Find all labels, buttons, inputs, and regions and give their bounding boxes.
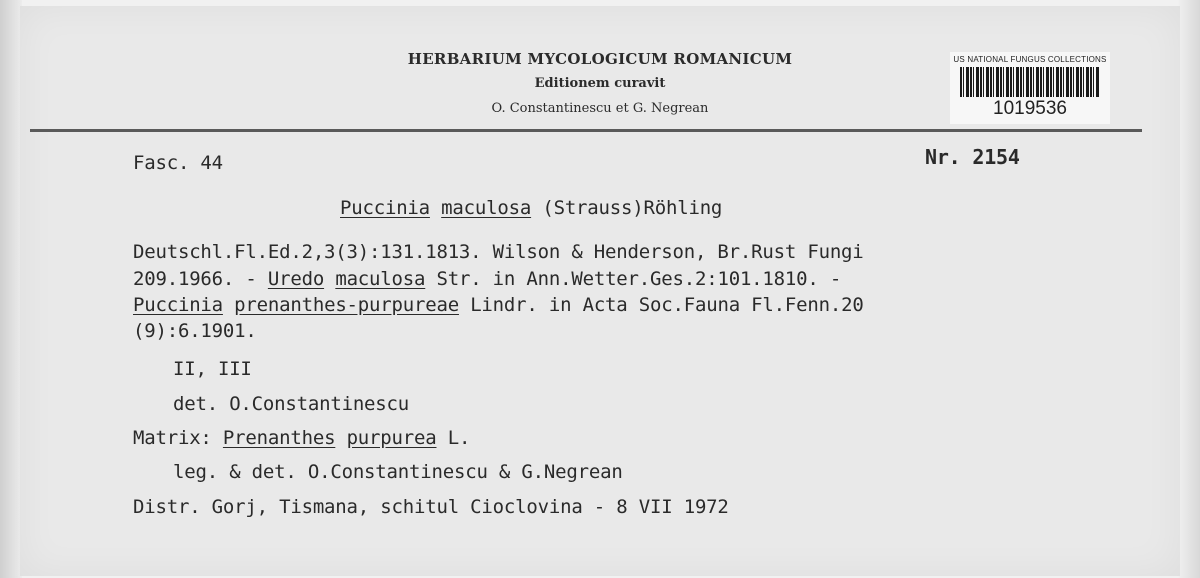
reference-line-2 xyxy=(133,268,841,290)
reference-line-2-suffix: Str. in Ann.Wetter.Ges.2:101.1810. - xyxy=(425,268,842,290)
host-matrix xyxy=(133,427,470,449)
synonym-genus-puccinia: Puccinia xyxy=(133,294,223,316)
spore-stages: II, III xyxy=(173,358,252,380)
species-genus: Puccinia xyxy=(340,197,430,219)
host-epithet: purpurea xyxy=(346,427,437,449)
collector: leg. & det. O.Constantinescu & G.Negrean xyxy=(173,461,623,483)
species-name xyxy=(340,197,722,219)
editor-caption: Editionem curavit xyxy=(534,76,666,91)
barcode-number: 1019536 xyxy=(993,98,1067,119)
reference-line-3 xyxy=(133,294,864,316)
reference-line-3-suffix: Lindr. in Acta Soc.Fauna Fl.Fenn.20 xyxy=(458,294,864,316)
herbarium-title: HERBARIUM MYCOLOGICUM ROMANICUM xyxy=(407,50,793,68)
host-genus: Prenanthes xyxy=(222,427,336,449)
label-header xyxy=(300,46,900,122)
matrix-prefix: Matrix: xyxy=(133,427,223,449)
synonym-epithet-maculosa: maculosa xyxy=(335,268,426,290)
host-author: L. xyxy=(436,427,471,449)
barcode-icon xyxy=(960,67,1100,97)
synonym-epithet-prenanthes: prenanthes-purpureae xyxy=(234,294,459,316)
barcode-sticker xyxy=(950,52,1110,124)
synonym-genus-uredo: Uredo xyxy=(267,268,325,290)
scan-left-edge xyxy=(0,0,22,578)
reference-line-1: Deutschl.Fl.Ed.2,3(3):131.1813. Wilson & Henderson, Br.Rust Fungi xyxy=(133,241,864,263)
species-author: (Strauss)Röhling xyxy=(542,197,723,219)
editors-names: O. Constantinescu et G. Negrean xyxy=(491,101,709,116)
species-epithet: maculosa xyxy=(441,197,532,219)
reference-line-4: (9):6.1901. xyxy=(133,320,257,342)
header-divider xyxy=(30,129,1142,132)
locality: Distr. Gorj, Tismana, schitul Cioclovina - 8 VII 1972 xyxy=(133,496,729,518)
determiner: det. O.Constantinescu xyxy=(173,393,410,415)
barcode-institution: US NATIONAL FUNGUS COLLECTIONS xyxy=(953,55,1107,64)
fascicle-number: Fasc. 44 xyxy=(133,152,223,174)
scan-right-edge xyxy=(1178,0,1200,578)
reference-line-2-prefix: 209.1966. - xyxy=(133,268,268,290)
specimen-number: Nr. 2154 xyxy=(925,145,1020,169)
